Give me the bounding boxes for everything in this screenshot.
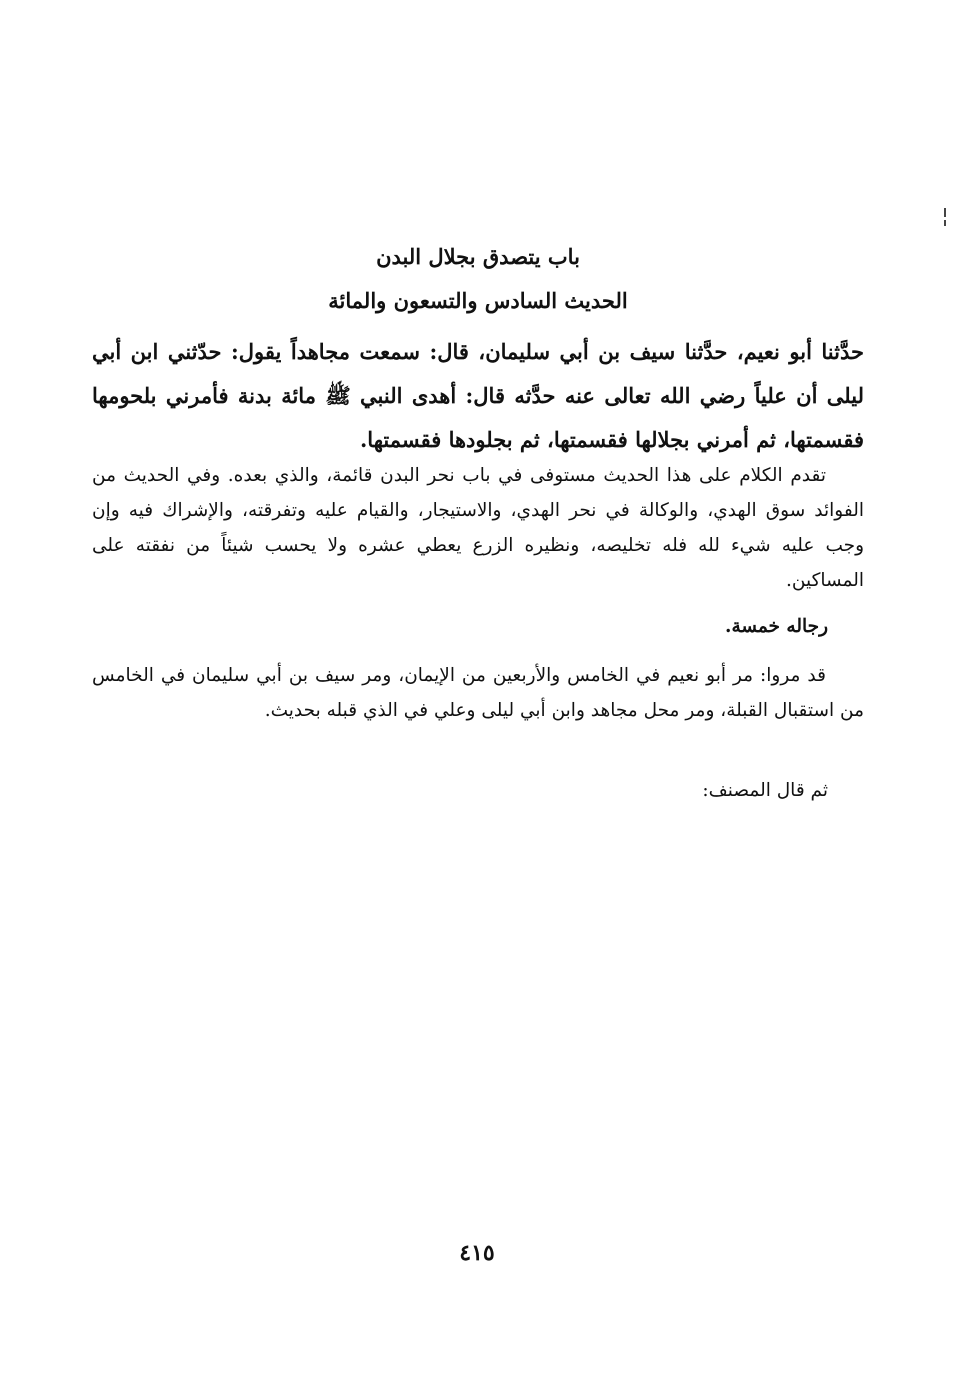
page-number: ٤١٥ [459,1240,495,1266]
hadith-text: حدَّثنا أبو نعيم، حدَّثنا سيف بن أبي سليمان، قال: سمعت مجاهداً يقول: حدّثني ابن أبي ليلى أن علياً رضي الله تعالى عنه حدَّثه قال: أهدى النبي ﷺ مائة بدنة فأمرني بلحومها فقسمتها، ثم أمرني بجلالها فقسمتها، ثم بجلودها فقسمتها. [92,339,864,452]
closing-line: ثم قال المصنف: [702,780,828,801]
commentary-paragraph: تقدم الكلام على هذا الحديث مستوفى في باب نحر البدن قائمة، والذي بعده. وفي الحديث من الفوائد سوق الهدي، والوكالة في نحر الهدي، والاستيجار، والقيام عليه وتفرقته، والإشراك فيه وإن وجب عليه شيء لله فله تخليصه، ونظيره الزرع يعطي عشره ولا يحسب شيئاً من نفقته على المساكين. [92,465,864,591]
hadith-number-heading: الحديث السادس والتسعون والمائة [328,288,628,313]
chapter-title: باب يتصدق بجلال البدن [376,244,580,269]
narrators-count: رجاله خمسة. [725,616,828,637]
narrators-note: قد مروا: مر أبو نعيم في الخامس والأربعين من الإيمان، ومر سيف بن أبي سليمان في الخامس من استقبال القبلة، ومر محل مجاهد وابن أبي ليلى وعلي في الذي قبله بحديث. [92,665,864,721]
margin-mark [944,208,947,234]
